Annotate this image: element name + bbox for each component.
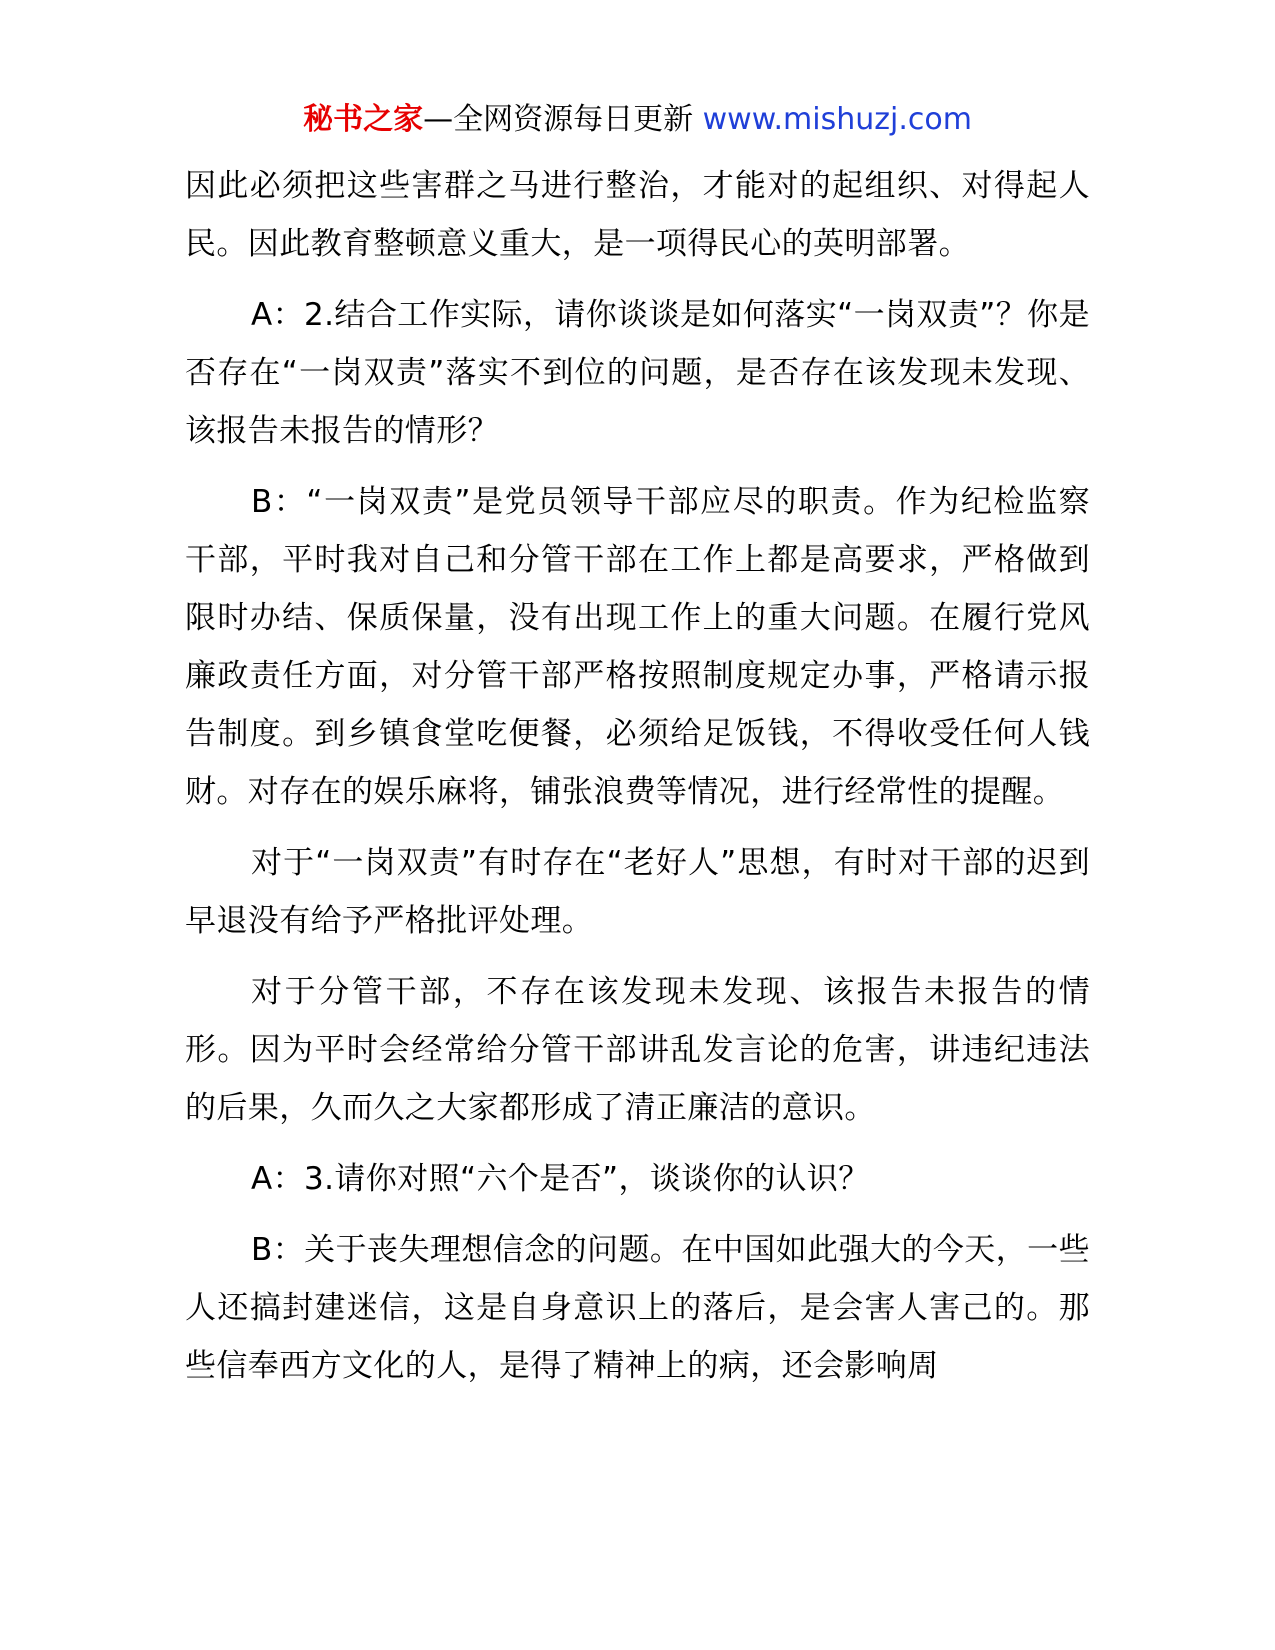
site-header: [0, 98, 1275, 142]
answer-3: B：关于丧失理想信念的问题。在中国如此强大的今天，一些人还搞封建迷信，这是自身意识上的落后，是会害人害己的。那些信奉西方文化的人，是得了精神上的病，还会影响周: [185, 1232, 1090, 1384]
answer-2-supervision: 对于分管干部，不存在该发现未发现、该报告未报告的情形。因为平时会经常给分管干部讲乱发言论的危害，讲违纪违法的后果，久而久之大家都形成了清正廉洁的意识。: [185, 974, 1090, 1126]
answer-2-shortcoming: 对于“一岗双责”有时存在“老好人”思想，有时对干部的迟到早退没有给予严格批评处理。: [185, 845, 1090, 939]
document-body: [185, 157, 1090, 1408]
answer-2: B：“一岗双责”是党员领导干部应尽的职责。作为纪检监察干部，平时我对自己和分管干部在工作上都是高要求，严格做到限时办结、保质保量，没有出现工作上的重大问题。在履行党风廉政责任方面，对分管干部严格按照制度规定办事，严格请示报告制度。到乡镇食堂吃便餐，必须给足饭钱，不得收受任何人钱财。对存在的娱乐麻将，铺张浪费等情况，进行经常性的提醒。: [185, 484, 1090, 810]
paragraph-continuation: 因此必须把这些害群之马进行整治，才能对的起组织、对得起人民。因此教育整顿意义重大，是一项得民心的英明部署。: [185, 168, 1090, 262]
site-url-link[interactable]: www.mishuzj.com: [702, 102, 972, 137]
question-3: A：3.请你对照“六个是否”，谈谈你的认识？: [251, 1161, 870, 1197]
brand-name: 秘书之家: [303, 102, 424, 137]
header-tagline: —全网资源每日更新: [423, 102, 703, 137]
question-2: A：2.结合工作实际，请你谈谈是如何落实“一岗双责”？你是否存在“一岗双责”落实不到位的问题，是否存在该发现未发现、该报告未报告的情形？: [185, 297, 1090, 449]
